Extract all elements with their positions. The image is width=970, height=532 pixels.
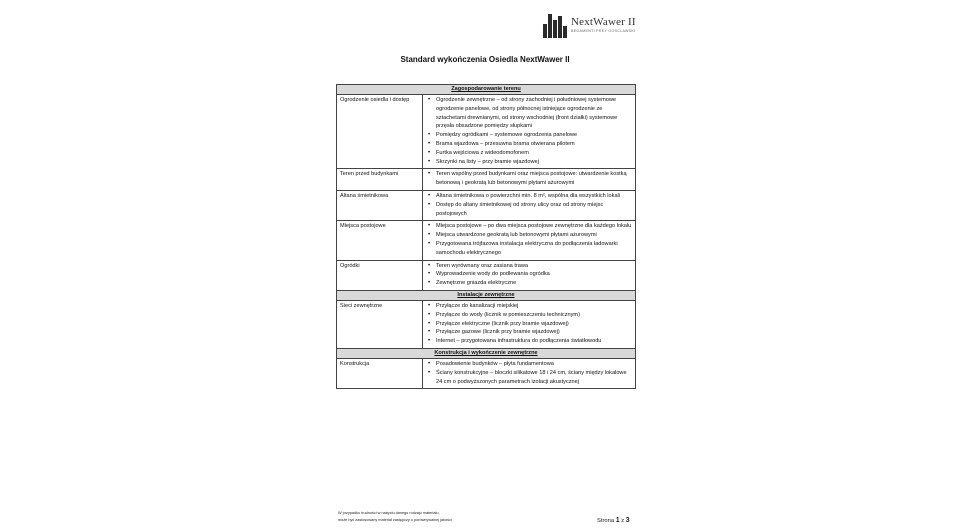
list-item: • Ściany konstrukcyjne – bloczki silikatowe 18 i 24 cm, ściany między lokalowe 24 cm o podwyższonych parametrach izolacji akustycznej: [426, 369, 632, 387]
list-item: • Furtka wejściowa z wideodomofonem: [426, 149, 632, 158]
table-row: [337, 260, 636, 290]
specification-table: [336, 84, 636, 389]
logo-name: NextWawer II: [571, 16, 636, 28]
section-heading: Konstrukcja i wykończenie zewnętrzne: [434, 349, 538, 356]
section-heading: Instalacje zewnętrzne: [457, 291, 515, 298]
list-item: • Przyłącze elektryczne (licznik przy bramie wjazdowej): [426, 320, 632, 329]
section-heading-cell: [337, 290, 636, 300]
list-item: • Brama wjazdowa – przesuwna brama otwierana pilotem: [426, 140, 632, 149]
section-header-row: [337, 85, 636, 95]
row-details: [423, 260, 636, 290]
row-details: [423, 190, 636, 220]
building-logo-icon: [543, 14, 567, 38]
section-heading: Zagospodarowanie terenu: [451, 86, 521, 92]
page-number: [597, 517, 630, 524]
section-header-row: [337, 290, 636, 300]
list-item: • Internet – przygotowana infrastruktura do podłączenia światłowodu: [426, 337, 632, 346]
document-title: Standard wykończenia Osiedla NextWawer II: [400, 55, 570, 64]
list-item: • Zewnętrzne gniazda elektryczne: [426, 279, 632, 288]
list-item: • Altana śmietnikowa o powierzchni min. 8 m², wspólna dla wszystkich lokali: [426, 192, 632, 201]
list-item: • Ogrodzenie zewnętrzne – od strony zachodniej i południowej systemowe ogrodzenie panelowe, od strony północnej istniejące ogrodzenie ze sztachetami drewnianymi, od strony wschodniej (front działki) systemowe przęsła obsadzone pomiędzy słupkami: [426, 96, 632, 131]
page-current: 1: [615, 517, 620, 524]
list-item: • Przyłącze gazowe (licznik przy bramie wjazdowej): [426, 328, 632, 337]
row-label: Ogródki: [337, 260, 423, 290]
table-row: [337, 190, 636, 220]
row-details: [423, 358, 636, 388]
list-item: • Wyprowadzenie wody do podlewania ogródka: [426, 270, 632, 279]
list-item: • Posadowienie budynków – płyta fundamentowa: [426, 360, 632, 369]
list-item: • Miejsca utwardzone geokratą lub betonowymi płytami ażurowymi: [426, 231, 632, 240]
table-row: [337, 300, 636, 348]
list-item: • Przyłącze do kanalizacji miejskiej: [426, 302, 632, 311]
table-row: [337, 358, 636, 388]
footer-note-line-2: może być zastosowany materiał zastępczy o porównywalnej jakości: [338, 518, 452, 522]
row-details: [423, 300, 636, 348]
logo-subtitle: BEGAMENTI PREY GOSCLAWSKI: [571, 29, 636, 33]
table-row: [337, 169, 636, 191]
list-item: • Pomiędzy ogródkami – systemowe ogrodzenia panelowe: [426, 131, 632, 140]
row-details: [423, 221, 636, 260]
section-header-row: [337, 348, 636, 358]
list-item: • Teren wyrównany oraz zasiana trawa: [426, 262, 632, 271]
bullet-list: [426, 302, 632, 346]
row-details: [423, 95, 636, 169]
list-item: • Skrzynki na listy – przy bramie wjazdowej: [426, 158, 632, 167]
page-separator: z: [621, 518, 625, 524]
section-heading-cell: [337, 348, 636, 358]
row-label: Konstrukcja: [337, 358, 423, 388]
table-row: [337, 95, 636, 169]
list-item: • Dostęp do altany śmietnikowej od strony ulicy oraz od strony miejsc postojowych: [426, 201, 632, 219]
section-heading-cell: [337, 85, 636, 95]
list-item: • Teren wspólny przed budynkami oraz miejsca postojowe: utwardzenie kostką betonową i geokratą lub betonowymi płytami ażurowymi: [426, 170, 632, 188]
table-row: [337, 221, 636, 260]
row-label: Sieci zewnętrzne: [337, 300, 423, 348]
list-item: • Przyłącze do wody (licznik w pomieszczeniu technicznym): [426, 311, 632, 320]
bullet-list: [426, 222, 632, 257]
page-total: 3: [625, 517, 630, 524]
bullet-list: [426, 170, 632, 188]
bullet-list: [426, 360, 632, 386]
row-label: Teren przed budynkami: [337, 169, 423, 191]
row-label: Miejsca postojowe: [337, 221, 423, 260]
company-logo: [543, 14, 653, 38]
footer-note-line-1: W przypadku trudności w nabyciu danego rodzaju materiału,: [338, 511, 440, 515]
row-details: [423, 169, 636, 191]
page-label: Strona: [597, 518, 615, 524]
bullet-list: [426, 96, 632, 166]
row-label: Altana śmietnikowa: [337, 190, 423, 220]
bullet-list: [426, 192, 632, 218]
list-item: • Przygotowana trójfazowa instalacja elektryczna do podłączenia ładowarki samochodu elektrycznego: [426, 240, 632, 258]
list-item: • Miejsca postojowe – po dwa miejsca postojowe zewnętrzne dla każdego lokalu: [426, 222, 632, 231]
bullet-list: [426, 262, 632, 288]
row-label: Ogrodzenie osiedla i dostęp: [337, 95, 423, 169]
